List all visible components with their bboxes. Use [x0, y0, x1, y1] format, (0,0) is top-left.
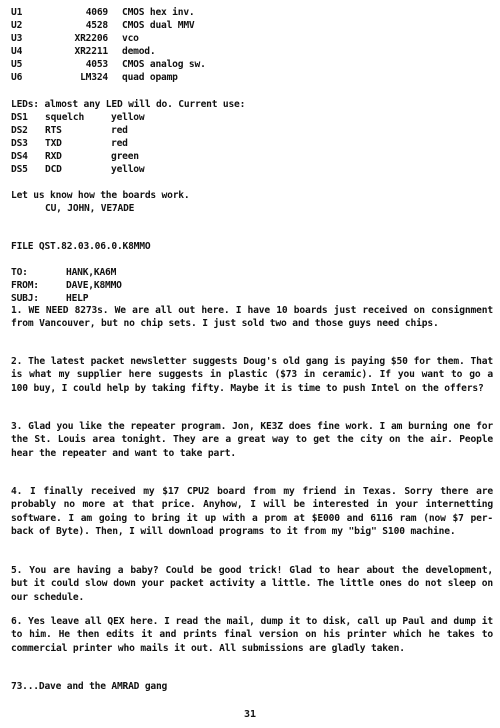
signature: CU, JOHN, VE7ADE	[45, 203, 135, 214]
paragraph: 2. The latest packet newsletter suggests Doug's old gang is paying $50 for them. That is what my supplier here suggests in plastic ($73 in ceramic). If you want to go a 100 buy, I could help by taking fifty. Maybe it is time to push Intel on the offers?	[11, 356, 493, 394]
part-desc: vco	[122, 33, 139, 44]
led-ref: DS1	[11, 112, 28, 123]
part-ref: U5	[11, 59, 23, 70]
led-color: red	[111, 138, 128, 149]
to-label: TO:	[11, 267, 28, 278]
part-number: 4053	[85, 59, 108, 70]
part-desc: CMOS analog sw.	[122, 59, 206, 70]
closing-line: Let us know how the boards work.	[11, 190, 190, 201]
led-signal: squelch	[45, 112, 85, 123]
page-number: 31	[243, 709, 257, 720]
part-ref: U2	[11, 20, 23, 31]
signoff: 73...Dave and the AMRAD gang	[11, 681, 168, 692]
led-ref: DS3	[11, 138, 28, 149]
led-color: red	[111, 125, 128, 136]
led-color: yellow	[111, 164, 145, 175]
led-signal: DCD	[45, 164, 62, 175]
part-number: LM324	[80, 72, 108, 83]
led-signal: RTS	[45, 125, 62, 136]
to-value: HANK,KA6M	[66, 267, 117, 278]
subj-value: HELP	[66, 293, 89, 304]
part-ref: U1	[11, 7, 23, 18]
leds-intro: LEDs: almost any LED will do. Current use:	[11, 99, 246, 110]
paragraph: 5. You are having a baby? Could be good trick! Glad to hear about the development, but it could slow down your packet activity a little. The little ones do not sleep on our schedule.	[11, 565, 493, 603]
led-signal: RXD	[45, 151, 62, 162]
part-ref: U3	[11, 33, 23, 44]
led-color: green	[111, 151, 139, 162]
subj-label: SUBJ:	[11, 293, 39, 304]
part-number: 4528	[85, 20, 108, 31]
part-number: XR2211	[74, 46, 108, 57]
file-line: FILE QST.82.03.06.0.K8MMO	[11, 241, 151, 252]
part-desc: CMOS hex inv.	[122, 7, 195, 18]
part-desc: CMOS dual MMV	[122, 20, 195, 31]
led-ref: DS5	[11, 164, 28, 175]
part-number: 4069	[85, 7, 108, 18]
led-ref: DS4	[11, 151, 28, 162]
part-ref: U6	[11, 72, 23, 83]
led-ref: DS2	[11, 125, 28, 136]
part-desc: demod.	[122, 46, 156, 57]
paragraph: 1. WE NEED 8273s. We are all out here. I have 10 boards just received on consignment from Vancouver, but no chip sets. I just sold two and those guys need chips.	[11, 305, 493, 330]
paragraph: 3. Glad you like the repeater program. Jon, KE3Z does fine work. I am burning one for the St. Louis area tonight. They are a great way to get the city on the air. People hear the repeater and want to take part.	[11, 421, 493, 459]
part-desc: quad opamp	[122, 72, 178, 83]
led-color: yellow	[111, 112, 145, 123]
paragraph: 6. Yes leave all QEX here. I read the mail, dump it to disk, call up Paul and dump it to him. He then edits it and prints final version on his printer which he takes to commercial printer who mails it out. All submissions are gladly taken.	[11, 616, 493, 654]
led-signal: TXD	[45, 138, 62, 149]
from-value: DAVE,K8MMO	[66, 280, 122, 291]
paragraph: 4. I finally received my $17 CPU2 board from my friend in Texas. Sorry there are probably no more at that price. Anyhow, I will be interested in your internetting software. I am going to bring it up with a prom at $E000 and 6116 ram (now $7 per- back of Byte). Then, I will download programs to it from my "big" S100 machine.	[11, 486, 493, 538]
part-ref: U4	[11, 46, 23, 57]
part-number: XR2206	[74, 33, 108, 44]
from-label: FROM:	[11, 280, 39, 291]
